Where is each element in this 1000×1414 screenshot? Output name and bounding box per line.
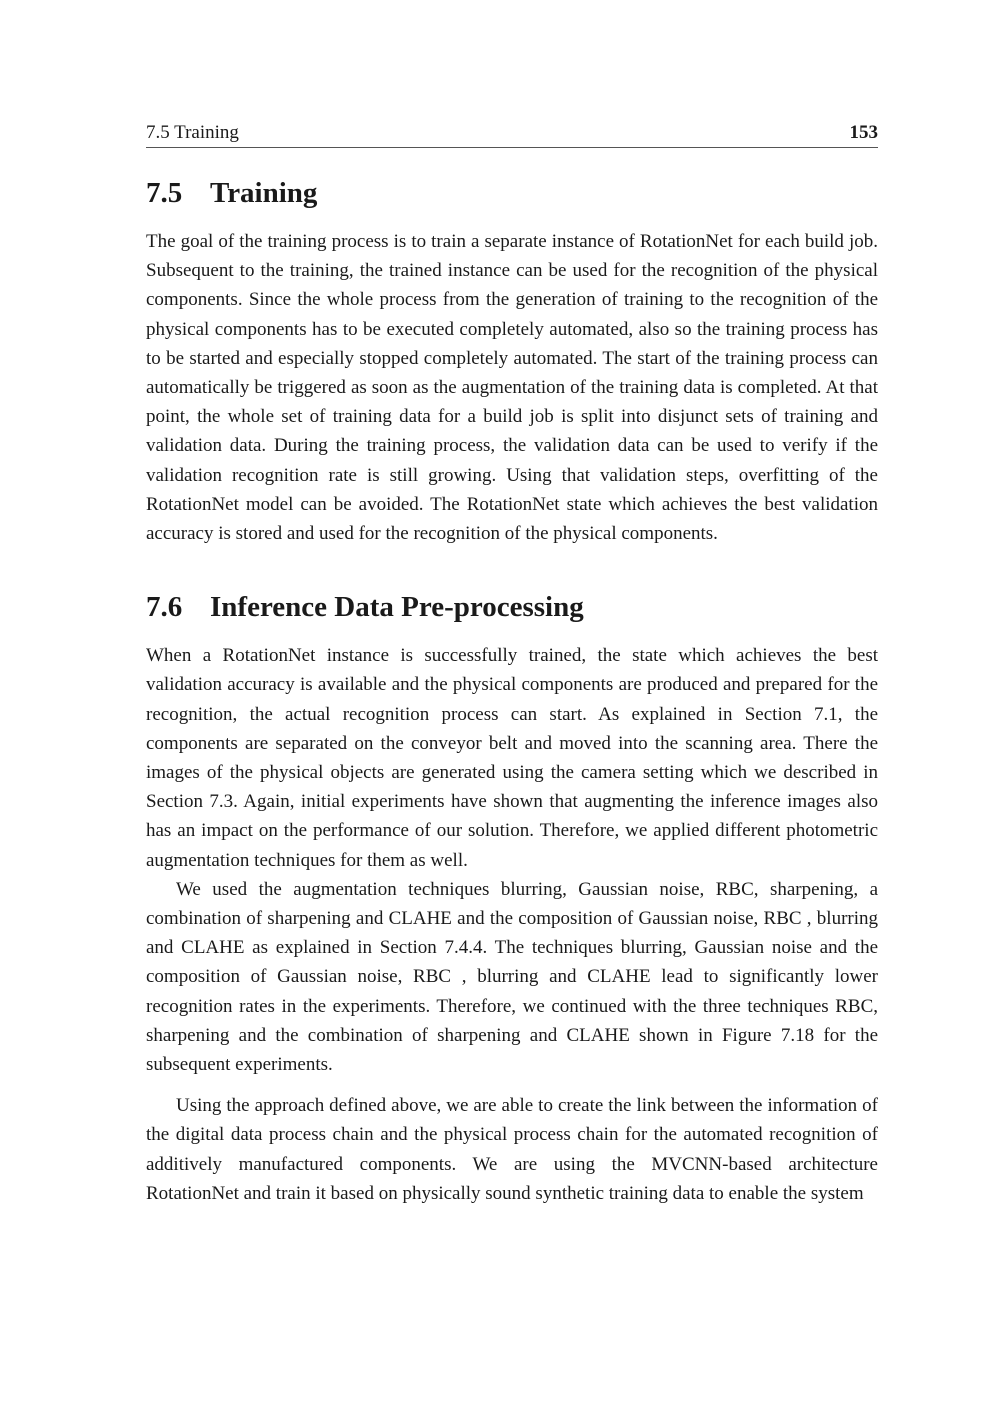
running-title: 7.5 Training: [146, 122, 239, 143]
section-title: Training: [210, 177, 318, 209]
paragraph: Using the approach defined above, we are able to create the link between the information of the digital data process chain and the physical process chain for the automated recognition of additively manufactured components. We are using the MVCNN-based architecture RotationNet and train it based on physically sound synthetic training data to enable the system: [146, 1095, 878, 1204]
paragraph: We used the augmentation techniques blurring, Gaussian noise, RBC, sharpening, a combination of sharpening and CLAHE and the composition of Gaussian noise, RBC , blurring and CLAHE as explained in Section 7.4.4. The techniques blurring, Gaussian noise and the composition of Gaussian noise, RBC , blurring and CLAHE lead to significantly lower recognition rates in the experiments. Therefore, we continued with the three techniques RBC, sharpening and the combination of sharpening and CLAHE shown in Figure 7.18 for the subsequent experiments.: [146, 878, 878, 1076]
paragraph: When a RotationNet instance is successfully trained, the state which achieves the best validation accuracy is available and the physical components are produced and prepared for the recognition, the actual recognition process can start. As explained in Section 7.1, the components are separated on the conveyor belt and moved into the scanning area. There the images of the physical objects are generated using the camera setting which we described in Section 7.3. Again, initial experiments have shown that augmenting the inference images also has an impact on the performance of our solution. Therefore, we applied different photometric augmentation techniques for them as well.: [146, 645, 878, 871]
section-heading-inference: [146, 589, 878, 625]
running-header: [146, 118, 878, 148]
section-title: Inference Data Pre-processing: [210, 591, 584, 624]
section-number: 7.5: [146, 177, 183, 209]
section-heading-training: [146, 175, 878, 211]
page-content: [146, 118, 878, 1208]
page-number: 153: [849, 122, 878, 143]
paragraph: The goal of the training process is to train a separate instance of RotationNet for each build job. Subsequent to the training, the trained instance can be used for the recognition of the physical components. Since the whole process from the generation of training to the recognition of the physical components has to be executed completely automated, also so the training process has to be started and especially stopped completely automated. The start of the training process can automatically be triggered as soon as the augmentation of the training data is completed. At that point, the whole set of training data for a build job is split into disjunct sets of training and validation data. During the training process, the validation data can be used to verify if the validation recognition rate is still growing. Using that validation steps, overfitting of the RotationNet model can be avoided. The RotationNet state which achieves the best validation accuracy is stored and used for the recognition of the physical components.: [146, 231, 878, 545]
section-number: 7.6: [146, 591, 183, 624]
